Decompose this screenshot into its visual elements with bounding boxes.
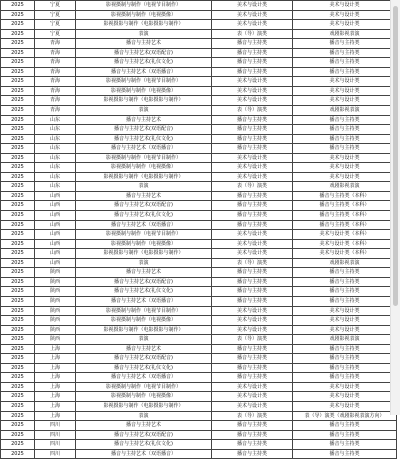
table-row (1, 440, 397, 450)
table-cell[interactable]: 播音与主持类 (212, 296, 293, 306)
table-cell[interactable]: 山东 (35, 182, 76, 192)
table-cell[interactable]: 青海 (35, 67, 76, 77)
table-cell[interactable]: 影视摄制与制作（电视节目制作） (76, 382, 212, 392)
table-row (1, 20, 397, 30)
table-cell[interactable]: 影视摄影与制作（电影摄影与制作） (76, 172, 212, 182)
table-cell[interactable]: 上海 (35, 344, 76, 354)
table-cell[interactable]: 表（导）演类 (212, 411, 293, 421)
table-cell[interactable]: 2025 (1, 96, 35, 106)
table-cell[interactable]: 四川 (35, 430, 76, 440)
table-row (1, 29, 397, 39)
table-cell[interactable]: 2025 (1, 449, 35, 459)
table-cell[interactable]: 美术与设计类 (212, 392, 293, 402)
table-row (1, 77, 397, 87)
table-cell[interactable]: 2025 (1, 48, 35, 58)
table-cell[interactable]: 美术与设计类 (293, 172, 397, 182)
table-cell[interactable]: 陕西 (35, 268, 76, 278)
table-cell[interactable]: 播音与主持艺术(礼仪文化) (76, 363, 212, 373)
table-cell[interactable]: 播音与主持类 (293, 48, 397, 58)
table-row (1, 354, 397, 364)
table-cell[interactable]: 山西 (35, 211, 76, 221)
table-cell[interactable]: 2025 (1, 230, 35, 240)
table-cell[interactable]: 播音与主持类 (212, 440, 293, 450)
table-cell[interactable]: 播音与主持类 (212, 48, 293, 58)
table-cell[interactable]: 影视摄制与制作（电视节目制作） (76, 153, 212, 163)
table-row (1, 211, 397, 221)
table-body (1, 1, 397, 459)
table-cell[interactable]: 美术与设计类 (212, 249, 293, 259)
table-cell[interactable]: 2025 (1, 287, 35, 297)
table-cell[interactable]: 播音与主持艺术(礼仪文化) (76, 211, 212, 221)
table-cell[interactable]: 表演 (76, 182, 212, 192)
table-cell[interactable]: 播音与主持类 (212, 191, 293, 201)
table-cell[interactable]: 影视摄影与制作（电影摄影与制作） (76, 401, 212, 411)
table-cell[interactable]: 戏剧影视表演 (293, 335, 397, 345)
table-cell[interactable]: 2025 (1, 306, 35, 316)
table-cell[interactable]: 陕西 (35, 287, 76, 297)
table-cell[interactable]: 播音与主持艺术 (76, 421, 212, 431)
table-cell[interactable]: 美术与设计类 (212, 96, 293, 106)
table-cell[interactable]: 播音与主持类 (293, 125, 397, 135)
table-cell[interactable]: 2025 (1, 392, 35, 402)
table-cell[interactable]: 播音与主持类 (293, 449, 397, 459)
table-cell[interactable]: 陕西 (35, 325, 76, 335)
table-row (1, 48, 397, 58)
table-row (1, 373, 397, 383)
table-cell[interactable]: 播音与主持艺术（双语播音） (76, 449, 212, 459)
table-cell[interactable]: 美术与设计类 (293, 306, 397, 316)
table-row (1, 411, 397, 421)
table-cell[interactable]: 上海 (35, 373, 76, 383)
table-cell[interactable]: 2025 (1, 67, 35, 77)
table-cell[interactable]: 戏剧影视表演 (293, 258, 397, 268)
table-cell[interactable]: 青海 (35, 48, 76, 58)
table-cell[interactable]: 影视摄影与制作（电影摄影与制作） (76, 20, 212, 30)
table-cell[interactable]: 2025 (1, 316, 35, 326)
table-cell[interactable]: 2025 (1, 430, 35, 440)
table-row (1, 153, 397, 163)
table-cell[interactable]: 2025 (1, 325, 35, 335)
table-row (1, 230, 397, 240)
table-cell[interactable]: 美术与设计类 (293, 382, 397, 392)
table-cell[interactable]: 播音与主持类 (293, 39, 397, 49)
table-cell[interactable]: 美术与设计类 (212, 86, 293, 96)
table-cell[interactable]: 陕西 (35, 306, 76, 316)
table-cell[interactable]: 美术与设计类（本科） (293, 230, 397, 240)
table-cell[interactable]: 播音与主持类 (293, 344, 397, 354)
table-cell[interactable]: 山西 (35, 201, 76, 211)
table-cell[interactable]: 陕西 (35, 277, 76, 287)
table-cell[interactable]: 戏剧影视表演 (293, 182, 397, 192)
table-cell[interactable]: 2025 (1, 411, 35, 421)
table-cell[interactable]: 2025 (1, 20, 35, 30)
table-cell[interactable]: 2025 (1, 29, 35, 39)
table-cell[interactable]: 四川 (35, 449, 76, 459)
table-row (1, 39, 397, 49)
table-cell[interactable]: 2025 (1, 344, 35, 354)
table-cell[interactable]: 美术与设计类 (212, 325, 293, 335)
table-row (1, 277, 397, 287)
table-cell[interactable]: 表演 (76, 106, 212, 116)
table-cell[interactable]: 播音与主持艺术（双语播音） (76, 144, 212, 154)
table-cell[interactable]: 2025 (1, 58, 35, 68)
table-cell[interactable]: 播音与主持类 (212, 344, 293, 354)
table-cell[interactable]: 2025 (1, 440, 35, 450)
table-cell[interactable]: 山东 (35, 172, 76, 182)
table-cell[interactable]: 2025 (1, 77, 35, 87)
table-cell[interactable]: 山东 (35, 144, 76, 154)
table-cell[interactable]: 播音与主持类 (212, 125, 293, 135)
table-cell[interactable]: 播音与主持类 (293, 277, 397, 287)
table-cell[interactable]: 宁夏 (35, 20, 76, 30)
table-cell[interactable]: 播音与主持艺术(礼仪文化) (76, 440, 212, 450)
table-cell[interactable]: 播音与主持类 (212, 211, 293, 221)
table-cell[interactable]: 美术与设计类 (293, 163, 397, 173)
table-cell[interactable]: 播音与主持艺术(礼仪文化) (76, 287, 212, 297)
table-row (1, 1, 397, 11)
table-cell[interactable]: 表（导）演类（戏剧影视表演方向） (293, 411, 397, 421)
table-cell[interactable]: 美术与设计类 (293, 77, 397, 87)
table-cell[interactable]: 美术与设计类 (212, 306, 293, 316)
table-cell[interactable]: 山西 (35, 220, 76, 230)
table-cell[interactable]: 2025 (1, 115, 35, 125)
table-cell[interactable]: 播音与主持类（本科） (293, 191, 397, 201)
table-cell[interactable]: 播音与主持类 (293, 354, 397, 364)
table-cell[interactable]: 戏剧影视表演 (293, 29, 397, 39)
table-cell[interactable]: 美术与设计类 (212, 77, 293, 87)
table-cell[interactable]: 美术与设计类 (212, 316, 293, 326)
table-row (1, 421, 397, 431)
table-cell[interactable]: 表（导）演类 (212, 29, 293, 39)
table-cell[interactable]: 2025 (1, 354, 35, 364)
table-row (1, 249, 397, 259)
table-cell[interactable]: 播音与主持艺术 (76, 115, 212, 125)
table-cell[interactable]: 山西 (35, 191, 76, 201)
table-cell[interactable]: 播音与主持艺术（双语播音） (76, 373, 212, 383)
table-cell[interactable]: 表演 (76, 258, 212, 268)
table-cell[interactable]: 表（导）演类 (212, 182, 293, 192)
table-cell[interactable]: 播音与主持艺术(双语配音) (76, 430, 212, 440)
table-cell[interactable]: 播音与主持类（本科） (293, 220, 397, 230)
table-cell[interactable]: 播音与主持类（本科） (293, 201, 397, 211)
table-cell[interactable]: 播音与主持类 (212, 421, 293, 431)
table-cell[interactable]: 影视摄制与制作（电视摄像） (76, 316, 212, 326)
table-cell[interactable]: 播音与主持艺术 (76, 39, 212, 49)
table-cell[interactable]: 播音与主持艺术(礼仪文化) (76, 58, 212, 68)
table-cell[interactable]: 美术与设计类 (293, 153, 397, 163)
table-cell[interactable]: 美术与设计类 (293, 96, 397, 106)
table-cell[interactable]: 美术与设计类 (293, 86, 397, 96)
table-cell[interactable]: 美术与设计类 (212, 382, 293, 392)
table-cell[interactable]: 2025 (1, 277, 35, 287)
table-cell[interactable]: 表（导）演类 (212, 258, 293, 268)
table-cell[interactable]: 美术与设计类（本科） (293, 249, 397, 259)
vertical-scrollbar[interactable] (390, 0, 400, 415)
table-row (1, 86, 397, 96)
table-cell[interactable]: 影视摄制与制作（电视节目制作） (76, 230, 212, 240)
table-row (1, 182, 397, 192)
table-cell[interactable]: 上海 (35, 401, 76, 411)
table-cell[interactable]: 山西 (35, 230, 76, 240)
table-row (1, 430, 397, 440)
table-cell[interactable]: 美术与设计类 (212, 172, 293, 182)
table-cell[interactable]: 陕西 (35, 296, 76, 306)
table-row (1, 335, 397, 345)
table-cell[interactable]: 2025 (1, 258, 35, 268)
scrollbar-thumb[interactable] (393, 6, 398, 306)
table-row (1, 258, 397, 268)
table-cell[interactable]: 上海 (35, 392, 76, 402)
table-cell[interactable]: 青海 (35, 106, 76, 116)
table-cell[interactable]: 美术与设计类 (212, 153, 293, 163)
table-row (1, 344, 397, 354)
table-row (1, 325, 397, 335)
table-cell[interactable]: 播音与主持类 (212, 277, 293, 287)
table-cell[interactable]: 影视摄制与制作（电视摄像） (76, 392, 212, 402)
table-cell[interactable]: 2025 (1, 153, 35, 163)
table-cell[interactable]: 播音与主持类 (293, 430, 397, 440)
table-row (1, 96, 397, 106)
table-row (1, 163, 397, 173)
table-row (1, 296, 397, 306)
table-row (1, 201, 397, 211)
table-cell[interactable]: 表（导）演类 (212, 335, 293, 345)
table-cell[interactable]: 美术与设计类（本科） (293, 239, 397, 249)
table-row (1, 449, 397, 459)
table-cell[interactable]: 戏剧影视表演 (293, 106, 397, 116)
table-cell[interactable]: 2025 (1, 106, 35, 116)
table-cell[interactable]: 播音与主持类（本科） (293, 211, 397, 221)
table-cell[interactable]: 播音与主持类 (293, 363, 397, 373)
table-cell[interactable]: 播音与主持类 (212, 58, 293, 68)
table-cell[interactable]: 2025 (1, 134, 35, 144)
table-cell[interactable]: 影视摄制与制作（电视摄像） (76, 163, 212, 173)
table-cell[interactable]: 2025 (1, 363, 35, 373)
table-cell[interactable]: 2025 (1, 125, 35, 135)
table-row (1, 58, 397, 68)
table-cell[interactable]: 播音与主持类 (293, 67, 397, 77)
table-row (1, 382, 397, 392)
table-cell[interactable]: 播音与主持艺术 (76, 191, 212, 201)
table-cell[interactable]: 2025 (1, 163, 35, 173)
table-cell[interactable]: 播音与主持艺术(双语配音) (76, 354, 212, 364)
table-cell[interactable]: 表演 (76, 335, 212, 345)
table-cell[interactable]: 播音与主持类 (212, 354, 293, 364)
table-row (1, 287, 397, 297)
table-cell[interactable]: 播音与主持类 (293, 373, 397, 383)
table-cell[interactable]: 美术与设计类 (293, 20, 397, 30)
table-cell[interactable]: 美术与设计类 (293, 325, 397, 335)
table-cell[interactable]: 播音与主持类 (212, 115, 293, 125)
table-cell[interactable]: 2025 (1, 172, 35, 182)
table-row (1, 392, 397, 402)
table-row (1, 239, 397, 249)
table-cell[interactable]: 2025 (1, 249, 35, 259)
table-cell[interactable]: 宁夏 (35, 29, 76, 39)
table-cell[interactable]: 播音与主持类 (212, 373, 293, 383)
table-cell[interactable]: 美术与设计类 (212, 239, 293, 249)
table-cell[interactable]: 上海 (35, 382, 76, 392)
table-cell[interactable]: 2025 (1, 1, 35, 11)
table-cell[interactable]: 2025 (1, 191, 35, 201)
table-cell[interactable]: 2025 (1, 182, 35, 192)
table-cell[interactable]: 美术与设计类 (212, 163, 293, 173)
table-cell[interactable]: 播音与主持类 (212, 363, 293, 373)
table-cell[interactable]: 播音与主持艺术（双语播音） (76, 296, 212, 306)
table-cell[interactable]: 播音与主持类 (212, 67, 293, 77)
table-cell[interactable]: 影视摄影与制作（电影摄影与制作） (76, 96, 212, 106)
table-cell[interactable]: 播音与主持类 (293, 134, 397, 144)
table-cell[interactable]: 青海 (35, 96, 76, 106)
table-cell[interactable]: 2025 (1, 86, 35, 96)
table-cell[interactable]: 上海 (35, 411, 76, 421)
table-row (1, 67, 397, 77)
table-cell[interactable]: 2025 (1, 268, 35, 278)
table-cell[interactable]: 美术与设计类 (212, 230, 293, 240)
table-cell[interactable]: 美术与设计类 (212, 1, 293, 11)
table-cell[interactable]: 播音与主持类 (212, 201, 293, 211)
table-cell[interactable]: 表演 (76, 29, 212, 39)
table-cell[interactable]: 2025 (1, 373, 35, 383)
table-cell[interactable]: 播音与主持类 (212, 144, 293, 154)
table-cell[interactable]: 美术与设计类 (293, 1, 397, 11)
table-cell[interactable]: 山东 (35, 134, 76, 144)
table-cell[interactable]: 播音与主持艺术 (76, 344, 212, 354)
table-cell[interactable]: 2025 (1, 382, 35, 392)
table-cell[interactable]: 播音与主持艺术(双语配音) (76, 48, 212, 58)
table-cell[interactable]: 山东 (35, 163, 76, 173)
table-cell[interactable]: 美术与设计类 (293, 401, 397, 411)
table-cell[interactable]: 播音与主持类 (212, 134, 293, 144)
table-cell[interactable]: 影视摄制与制作（电视摄像） (76, 86, 212, 96)
table-cell[interactable]: 2025 (1, 335, 35, 345)
table-cell[interactable]: 播音与主持艺术(双语配音) (76, 277, 212, 287)
table-cell[interactable]: 四川 (35, 421, 76, 431)
table-cell[interactable]: 青海 (35, 58, 76, 68)
table-cell[interactable]: 播音与主持类 (293, 115, 397, 125)
table-cell[interactable]: 影视摄影与制作（电影摄影与制作） (76, 249, 212, 259)
table-cell[interactable]: 2025 (1, 239, 35, 249)
table-cell[interactable]: 山西 (35, 258, 76, 268)
table-cell[interactable]: 播音与主持艺术(礼仪文化) (76, 134, 212, 144)
table-cell[interactable]: 播音与主持艺术（双语播音） (76, 67, 212, 77)
table-cell[interactable]: 陕西 (35, 316, 76, 326)
table-cell[interactable]: 山东 (35, 125, 76, 135)
table-cell[interactable]: 山东 (35, 153, 76, 163)
table-cell[interactable]: 2025 (1, 10, 35, 20)
table-cell[interactable]: 播音与主持艺术 (76, 268, 212, 278)
table-cell[interactable]: 青海 (35, 86, 76, 96)
table-cell[interactable]: 四川 (35, 440, 76, 450)
table-cell[interactable]: 影视摄制与制作（电视节目制作） (76, 77, 212, 87)
table-row (1, 191, 397, 201)
table-cell[interactable]: 播音与主持艺术（双语播音） (76, 220, 212, 230)
table-cell[interactable]: 影视摄制与制作（电视摄像） (76, 239, 212, 249)
table-cell[interactable]: 影视摄制与制作（电视节目制作） (76, 1, 212, 11)
table-cell[interactable]: 播音与主持类 (212, 430, 293, 440)
table-cell[interactable]: 2025 (1, 401, 35, 411)
table-cell[interactable]: 2025 (1, 39, 35, 49)
table-cell[interactable]: 美术与设计类 (212, 10, 293, 20)
table-cell[interactable]: 山东 (35, 115, 76, 125)
table-row (1, 144, 397, 154)
table-row (1, 363, 397, 373)
table-cell[interactable]: 美术与设计类 (293, 316, 397, 326)
table-row (1, 134, 397, 144)
table-cell[interactable]: 2025 (1, 211, 35, 221)
table-cell[interactable]: 播音与主持类 (293, 287, 397, 297)
table-cell[interactable]: 陕西 (35, 335, 76, 345)
table-cell[interactable]: 美术与设计类 (212, 20, 293, 30)
table-cell[interactable]: 宁夏 (35, 10, 76, 20)
table-cell[interactable]: 山西 (35, 249, 76, 259)
table-cell[interactable]: 播音与主持类 (212, 220, 293, 230)
table-cell[interactable]: 影视摄制与制作（电视节目制作） (76, 306, 212, 316)
table-cell[interactable]: 播音与主持类 (293, 268, 397, 278)
table-cell[interactable]: 播音与主持艺术(双语配音) (76, 201, 212, 211)
table-row (1, 220, 397, 230)
table-cell[interactable]: 美术与设计类 (293, 392, 397, 402)
table-row (1, 316, 397, 326)
table-cell[interactable]: 2025 (1, 144, 35, 154)
table-row (1, 115, 397, 125)
table-cell[interactable]: 宁夏 (35, 1, 76, 11)
table-cell[interactable]: 播音与主持类 (293, 58, 397, 68)
table-cell[interactable]: 美术与设计类 (212, 401, 293, 411)
table-row (1, 401, 397, 411)
table-row (1, 172, 397, 182)
table-cell[interactable]: 2025 (1, 421, 35, 431)
table-cell[interactable]: 播音与主持类 (212, 39, 293, 49)
table-cell[interactable]: 表演 (76, 411, 212, 421)
table-cell[interactable]: 播音与主持类 (293, 144, 397, 154)
table-cell[interactable]: 青海 (35, 77, 76, 87)
table-cell[interactable]: 上海 (35, 354, 76, 364)
table-cell[interactable]: 美术与设计类 (293, 10, 397, 20)
table-cell[interactable]: 播音与主持类 (212, 449, 293, 459)
table-cell[interactable]: 山西 (35, 239, 76, 249)
table-cell[interactable]: 播音与主持类 (212, 287, 293, 297)
table-cell[interactable]: 上海 (35, 363, 76, 373)
table-cell[interactable]: 影视摄影与制作（电影摄影与制作） (76, 325, 212, 335)
table-cell[interactable]: 播音与主持类 (293, 440, 397, 450)
table-cell[interactable]: 2025 (1, 201, 35, 211)
table-cell[interactable]: 影视摄制与制作（电视摄像） (76, 10, 212, 20)
table-cell[interactable]: 2025 (1, 296, 35, 306)
table-row (1, 10, 397, 20)
table-cell[interactable]: 表（导）演类 (212, 106, 293, 116)
table-cell[interactable]: 2025 (1, 220, 35, 230)
table-cell[interactable]: 播音与主持艺术(双语配音) (76, 125, 212, 135)
table-row (1, 106, 397, 116)
table-row (1, 306, 397, 316)
table-cell[interactable]: 播音与主持类 (293, 296, 397, 306)
table-cell[interactable]: 播音与主持类 (293, 421, 397, 431)
table-cell[interactable]: 播音与主持类 (212, 268, 293, 278)
table-cell[interactable]: 青海 (35, 39, 76, 49)
table-row (1, 125, 397, 135)
table-row (1, 268, 397, 278)
